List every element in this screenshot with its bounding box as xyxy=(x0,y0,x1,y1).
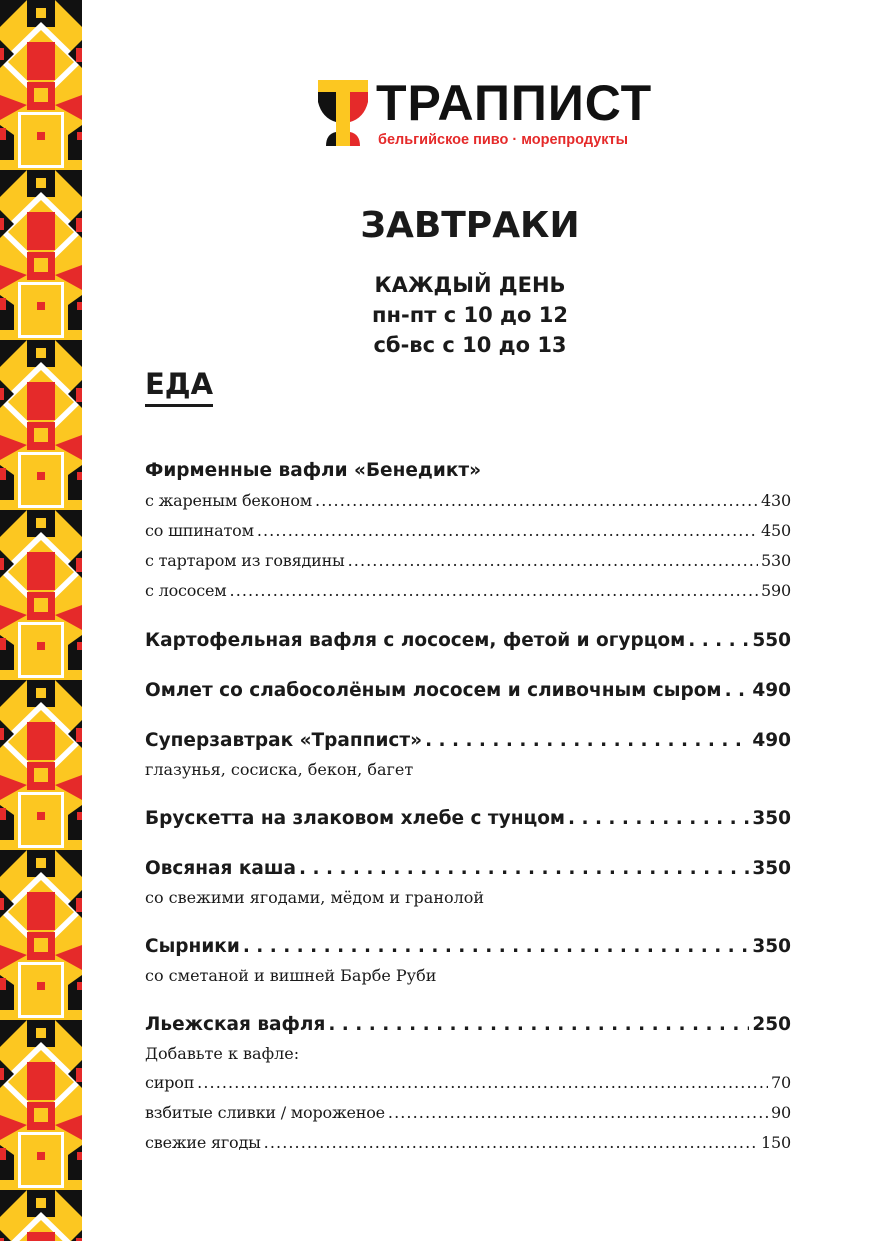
price: 530 xyxy=(761,551,791,570)
menu-variant xyxy=(145,576,791,606)
price: 350 xyxy=(752,808,791,829)
item-name: Брускетта на злаковом хлебе с тунцом xyxy=(145,808,566,829)
brand-name: ТРАППИСТ xyxy=(376,75,653,131)
price: 490 xyxy=(752,680,791,701)
menu-item xyxy=(145,626,791,656)
price: 450 xyxy=(761,521,791,540)
menu-item xyxy=(145,676,791,706)
brand-tagline: бельгийское пиво · морепродукты xyxy=(378,132,629,148)
section-heading: ЕДА xyxy=(145,366,213,407)
brand-logo xyxy=(318,75,653,150)
menu-variant xyxy=(145,546,791,576)
price: 490 xyxy=(752,730,791,751)
item-name: Омлет со слабосолёным лососем и сливочным сыром xyxy=(145,680,722,701)
item-description: глазунья, сосиска, бекон, багет xyxy=(145,760,414,779)
price: 70 xyxy=(771,1073,791,1092)
price: 550 xyxy=(752,630,791,651)
menu-item xyxy=(145,932,791,962)
goblet-logo-icon xyxy=(318,80,368,146)
menu-item xyxy=(145,854,791,884)
schedule-line: сб-вс с 10 до 13 xyxy=(373,333,567,357)
menu-variant xyxy=(145,1098,791,1128)
schedule xyxy=(0,270,875,360)
variant-name: сироп xyxy=(145,1073,195,1092)
item-name: Льежская вафля xyxy=(145,1014,326,1035)
item-name: Сырники xyxy=(145,936,240,957)
item-name: Картофельная вафля с лососем, фетой и огурцом xyxy=(145,630,686,651)
menu-list xyxy=(145,456,791,1158)
menu-variant xyxy=(145,1068,791,1098)
item-description: со свежими ягодами, мёдом и гранолой xyxy=(145,888,485,907)
price: 250 xyxy=(752,1014,791,1035)
menu-variant xyxy=(145,1128,791,1158)
page-title: ЗАВТРАКИ xyxy=(360,205,580,246)
item-description: Добавьте к вафле: xyxy=(145,1044,300,1063)
price: 590 xyxy=(761,581,791,600)
item-name: Фирменные вафли «Бенедикт» xyxy=(145,460,482,481)
schedule-line: пн-пт с 10 до 12 xyxy=(372,303,568,327)
variant-name: с лососем xyxy=(145,581,227,600)
variant-name: с жареным беконом xyxy=(145,491,313,510)
menu-item xyxy=(145,1010,791,1040)
price: 150 xyxy=(761,1133,791,1152)
price: 350 xyxy=(752,936,791,957)
menu-item xyxy=(145,804,791,834)
menu-item xyxy=(145,456,791,486)
variant-name: с тартаром из говядины xyxy=(145,551,345,570)
menu-variant xyxy=(145,486,791,516)
item-name: Суперзавтрак «Траппист» xyxy=(145,730,423,751)
price: 350 xyxy=(752,858,791,879)
price: 90 xyxy=(771,1103,791,1122)
schedule-line: КАЖДЫЙ ДЕНЬ xyxy=(374,273,566,297)
menu-variant xyxy=(145,516,791,546)
price: 430 xyxy=(761,491,791,510)
variant-name: со шпинатом xyxy=(145,521,254,540)
decorative-border-pattern xyxy=(0,0,82,1241)
variant-name: свежие ягоды xyxy=(145,1133,261,1152)
item-description: со сметаной и вишней Барбе Руби xyxy=(145,966,437,985)
menu-item xyxy=(145,726,791,756)
variant-name: взбитые сливки / мороженое xyxy=(145,1103,385,1122)
item-name: Овсяная каша xyxy=(145,858,297,879)
